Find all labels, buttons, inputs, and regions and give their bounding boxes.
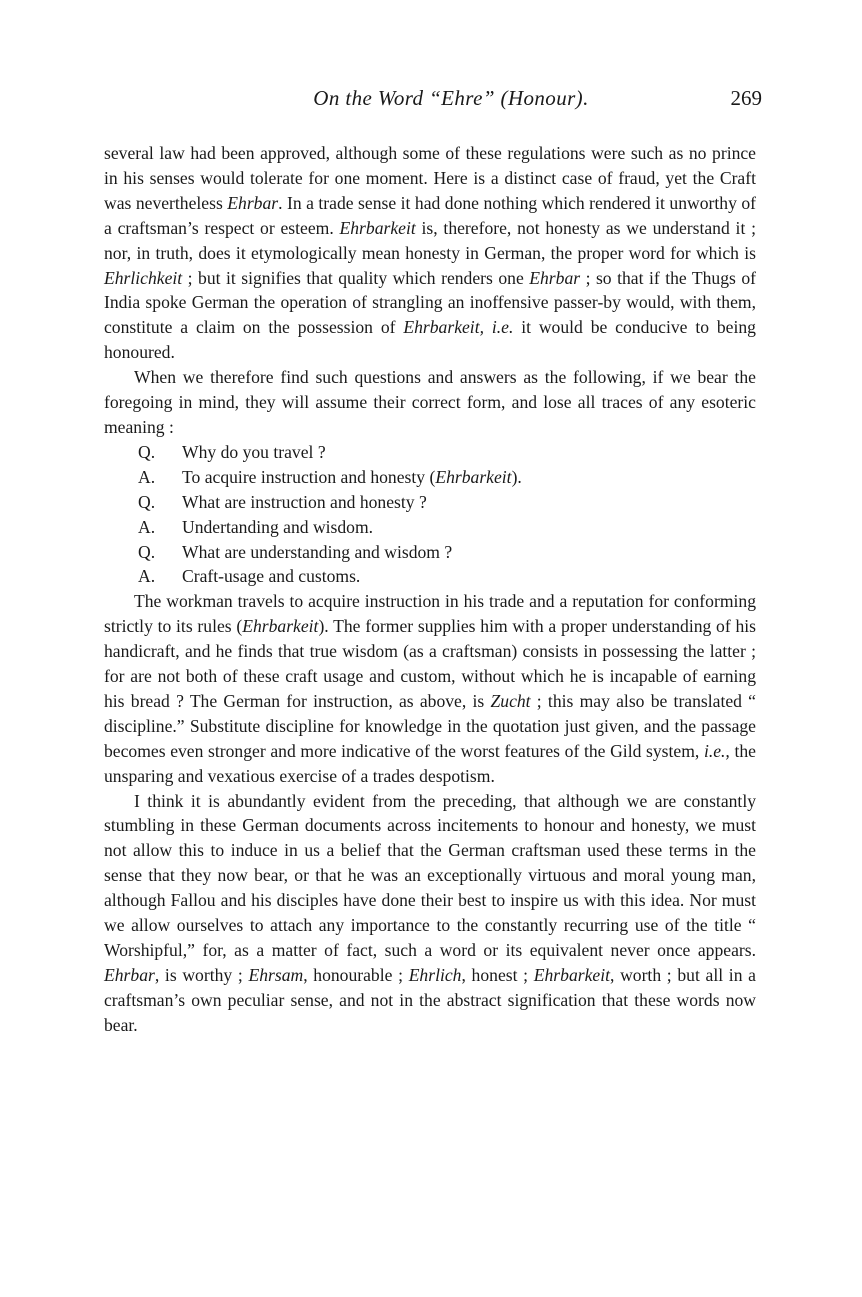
text-run: it would be conducive to being honoured.	[104, 317, 756, 363]
german-term: Ehrbar	[104, 964, 155, 985]
text-run: To acquire instruction and honesty (	[182, 466, 436, 487]
qa-text	[182, 465, 756, 490]
catechism-list	[104, 440, 756, 589]
german-term: Ehrbarkeit, i.e.	[403, 317, 514, 338]
paragraph-4	[104, 789, 756, 1038]
german-term: Ehrbar	[529, 267, 581, 288]
german-term: Ehrbarkeit	[339, 217, 416, 238]
qa-marker: A.	[138, 466, 156, 487]
qa-text	[182, 490, 756, 515]
text-run: . In a trade sense it had done nothing which rendered it unworthy of a craftsman’s respect or esteem.	[104, 192, 756, 238]
text-run: I think it is abundantly evident from the preceding, that although we are constantly stumbling in these German documents across incitements to honour and honesty, we must not allow this to induce in us a belief that the German craftsman used these terms in the sense that they now bear, or that he was an exceptionally virtuous and moral young man, although Fallou and his disciples have done their best to inspire us with this idea. Nor must we allow ourselves to attach any importance to the constantly recurring use of the title “ Worshipful,” for, as a matter of fact, such a word or its equivalent never once appears.	[104, 790, 756, 960]
text-run: , is worthy ;	[154, 964, 249, 985]
text-run: ; this may also be translated “ discipline.” Substitute discipline for knowledge in the quotation just given, and the passage becomes even stronger and more indicative of the worst features of the Gild system,	[104, 690, 756, 761]
text-run: Why do you travel ?	[182, 441, 326, 462]
text-run: Craft-usage and customs.	[182, 566, 361, 587]
german-term: Ehrlich	[408, 964, 462, 985]
paragraph-1	[104, 141, 756, 365]
qa-marker: A.	[138, 516, 156, 537]
text-run: several law had been approved, although some of these regulations were such as no prince in his senses would tolerate for one moment. Here is a distinct case of fraud, yet the Craft was nevertheless	[104, 143, 756, 213]
qa-text	[182, 540, 756, 565]
text-run: What are understanding and wisdom ?	[182, 541, 453, 562]
paragraph-3	[104, 589, 756, 788]
text-run: the unsparing and vexatious exercise of a trades despotism.	[104, 740, 756, 786]
qa-marker: A.	[138, 566, 156, 587]
text-run: What are instruction and honesty ?	[182, 491, 427, 512]
catechism-item	[138, 465, 756, 490]
text-run: ; so that if the Thugs of India spoke German the operation of strangling an inoffensive passer-by would, with them, constitute a claim on the possession of	[104, 267, 756, 338]
german-term: Zucht	[490, 690, 531, 711]
qa-text	[182, 515, 756, 540]
latin-abbreviation: i.e.,	[703, 740, 730, 761]
german-term: Ehrsam	[248, 964, 304, 985]
german-term: Ehrbar	[227, 192, 279, 213]
german-term: Ehrlichkeit	[104, 267, 183, 288]
qa-marker: Q.	[138, 541, 156, 562]
text-run: , honourable ;	[303, 964, 409, 985]
running-title: On the Word “Ehre” (Honour).	[313, 86, 589, 110]
qa-text	[182, 440, 756, 465]
qa-marker: Q.	[138, 441, 156, 462]
german-term: Ehrbarkeit	[242, 616, 319, 637]
qa-text	[182, 564, 756, 589]
catechism-item	[138, 490, 756, 515]
text-run: Undertanding and wisdom.	[182, 516, 374, 537]
text-run: When we therefore find such questions and answers as the following, if we bear the foregoing in mind, they will assume their correct form, and lose all traces of any esoteric meaning :	[104, 367, 756, 437]
body-text	[104, 141, 756, 1038]
text-run: is, therefore, not honesty as we understand it ; nor, in truth, does it etymologically mean honesty in German, the proper word for which is	[104, 217, 756, 263]
paragraph-2	[104, 365, 756, 440]
catechism-item	[138, 540, 756, 565]
text-run: The workman travels to acquire instruction in his trade and a reputation for conforming strictly to its rules (	[104, 591, 756, 637]
german-term: Ehrbarkeit	[435, 466, 512, 487]
text-run: ).	[511, 466, 522, 487]
catechism-item	[138, 564, 756, 589]
qa-marker: Q.	[138, 491, 156, 512]
text-run: , honest ;	[461, 964, 534, 985]
running-head	[104, 86, 762, 120]
text-run: ). The former supplies him with a proper understanding of his handicraft, and he finds that true wisdom (as a craftsman) consists in possessing the latter ; for are not both of these craft usage and custom, without which he is incapable of earning his bread ? The German for instruction, as above, is	[104, 616, 756, 711]
text-run: , worth ; but all in a craftsman’s own peculiar sense, and not in the abstract signification that these words now bear.	[104, 964, 756, 1035]
page-number: 269	[730, 86, 762, 110]
catechism-item	[138, 515, 756, 540]
catechism-item	[138, 440, 756, 465]
german-term: Ehrbarkeit	[533, 964, 610, 985]
text-run: ; but it signifies that quality which renders one	[182, 267, 530, 288]
